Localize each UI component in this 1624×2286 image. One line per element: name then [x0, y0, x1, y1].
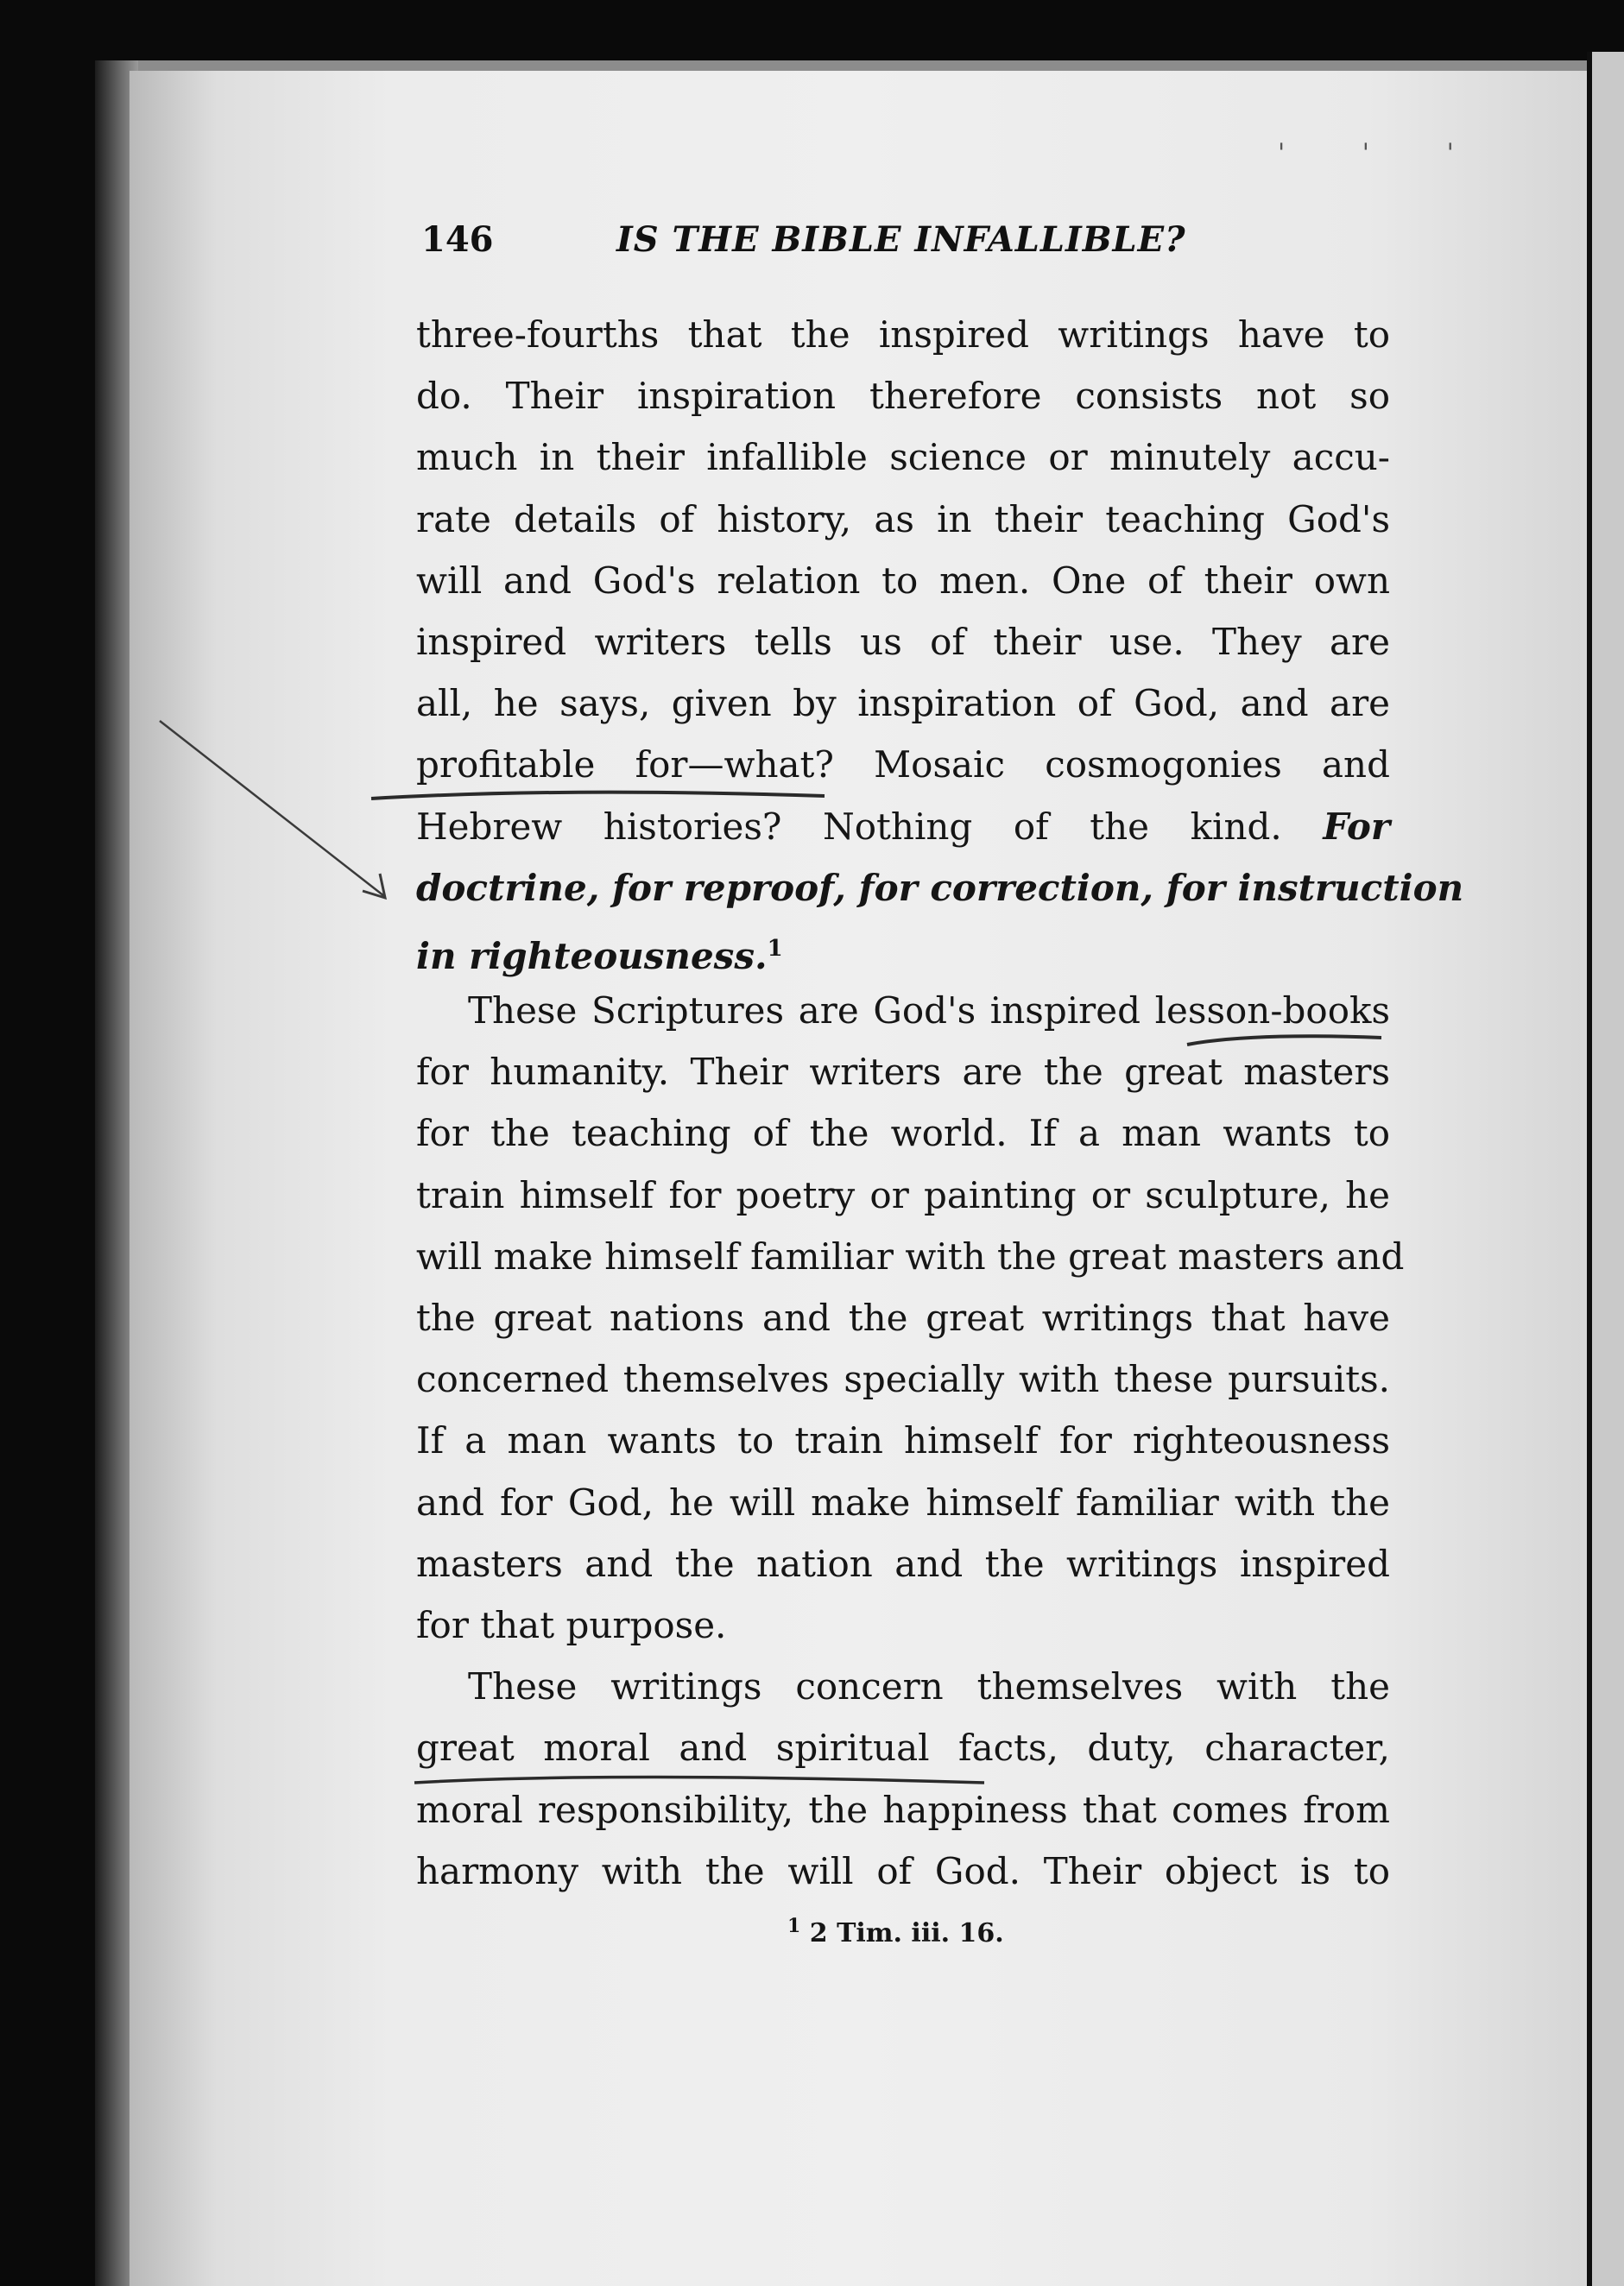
text-line: These Scriptures are God's inspired lesson-books	[468, 989, 1390, 1032]
text-line: masters and the nation and the writings inspired	[416, 1542, 1390, 1585]
text-line: great moral and spiritual facts, duty, character,	[416, 1727, 1390, 1770]
text-line: If a man wants to train himself for righteousness	[416, 1419, 1390, 1462]
running-head	[421, 219, 1388, 280]
footnote-ref: 1	[767, 935, 783, 962]
italic-for: For	[1323, 805, 1390, 848]
text-line: concerned themselves specially with these pursuits.	[416, 1358, 1390, 1401]
text-line: inspired writers tells us of their use. They are	[416, 620, 1390, 663]
text-line-italic: doctrine, for reproof, for correction, for instruction	[416, 866, 1464, 909]
footnote-text: 2 Tim. iii. 16.	[809, 1918, 1004, 1948]
text-line: for the teaching of the world. If a man wants to	[416, 1112, 1390, 1155]
footnote	[787, 1915, 1004, 1948]
page-number: 146	[421, 219, 494, 260]
text-line-italic-end	[416, 919, 1390, 980]
footnote-marker: 1	[787, 1915, 801, 1937]
text-line: rate details of history, as in their teaching God's	[416, 497, 1390, 540]
text-fragment: in righteousness.	[416, 934, 768, 977]
text-line: three-fourths that the inspired writings have to	[416, 313, 1390, 356]
text-line: will make himself familiar with the great masters and	[416, 1235, 1405, 1278]
text-line: moral responsibility, the happiness that comes from	[416, 1788, 1390, 1831]
text-line: will and God's relation to men. One of their own	[416, 559, 1390, 602]
text-line: profitable for—what? Mosaic cosmogonies and	[416, 743, 1390, 786]
text-line: do. Their inspiration therefore consists not so	[416, 375, 1390, 418]
text-line: much in their infallible science or minutely accu-	[416, 436, 1390, 479]
text-line: and for God, he will make himself familiar with the	[416, 1481, 1390, 1524]
scan-specks: ' ' '	[1278, 138, 1488, 168]
right-margin-strip	[1592, 52, 1624, 2286]
text-line: the great nations and the great writings that have	[416, 1297, 1390, 1339]
text-fragment: Hebrew histories? Nothing of the kind.	[416, 805, 1282, 848]
text-line: for that purpose.	[416, 1603, 727, 1646]
text-line: all, he says, given by inspiration of God, and are	[416, 682, 1390, 725]
text-line: harmony with the will of God. Their object is to	[416, 1849, 1390, 1892]
text-line: train himself for poetry or painting or sculpture, he	[416, 1173, 1390, 1216]
text-line: for humanity. Their writers are the great masters	[416, 1051, 1390, 1094]
body-text	[416, 304, 1464, 1902]
text-line: These writings concern themselves with the	[468, 1665, 1390, 1708]
text-line-hebrew	[416, 796, 1390, 857]
running-title: IS THE BIBLE INFALLIBLE?	[616, 219, 1186, 260]
